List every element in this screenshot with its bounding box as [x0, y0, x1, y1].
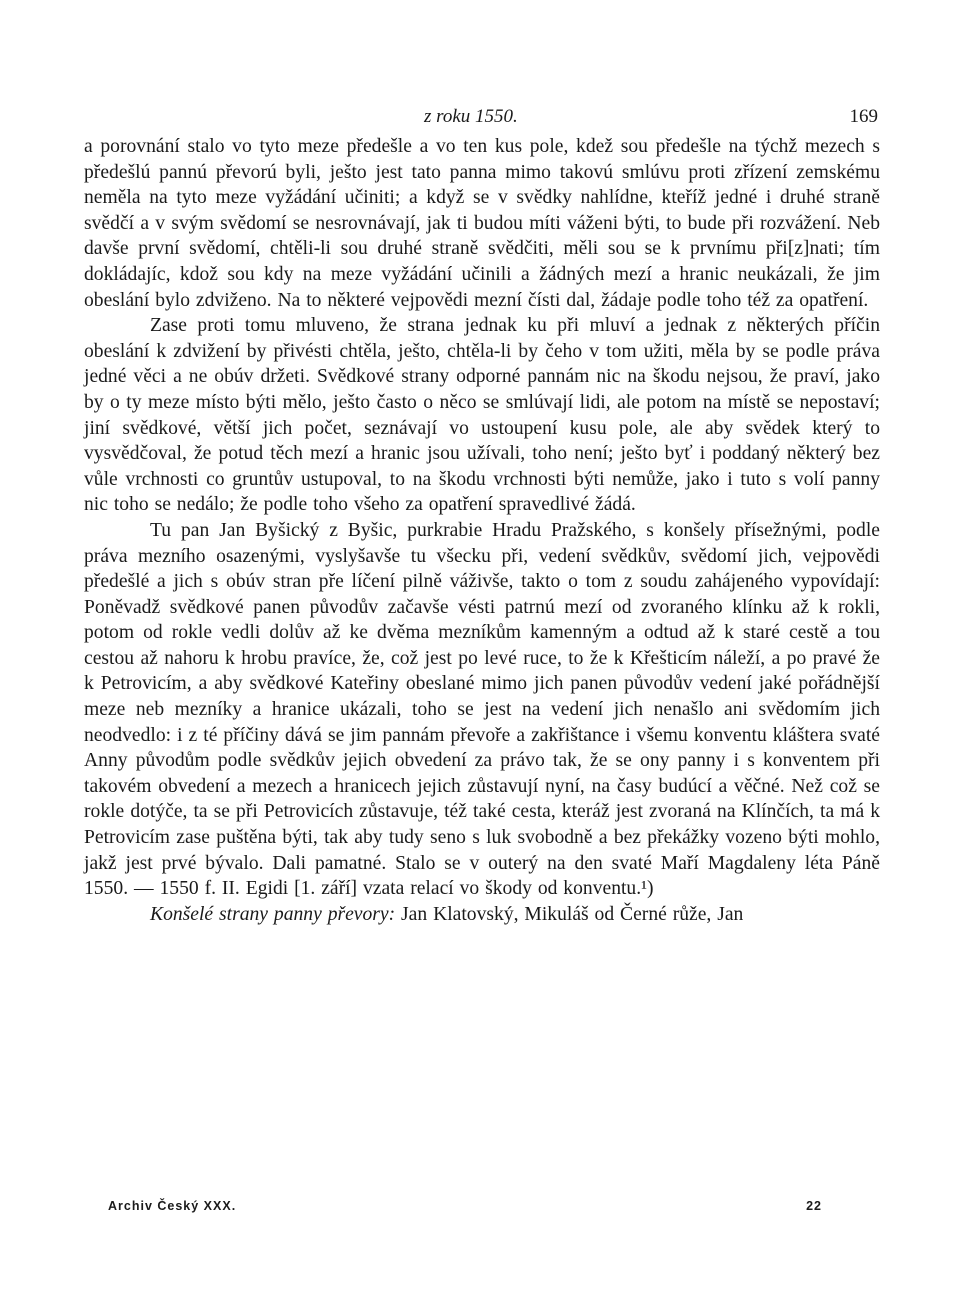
paragraph-councillors	[84, 902, 880, 928]
paragraph-lead-italic: Konšelé strany panny převory:	[150, 903, 396, 925]
paragraph-text: a porovnání stalo vo tyto meze předešle a vo ten kus pole, kdež sou předešle na týchž mezech s předešlú pannú převorú byli, ješto jest tato panna mimo takovú smlúvu proti zřízení zemskému neměla na tyto meze vyžádání učiniti; a když se v svědky nahlídne, kteříž jedné i druhé straně svědčí a v svým svědomí se nesrovnávají, jak ti budou míti váženi býti, to bude při rozvážení. Neb davše první svědomí, chtěli-li sou druhé straně svědčiti, měli sou se k prvnímu při[z]nati; tím dokládajíc, kdož sou kdy na meze vyžádání učinili a žádných mezí a hranic neukázali, že jim obeslání bylo zdviženo. Na to některé vejpovědi mezní čísti dal, žádaje podle toho též za opatření.	[84, 136, 880, 311]
paragraph-text: Zase proti tomu mluveno, že strana jednak ku při mluví a jednak z některých příčin obeslání k zdvižení by přivésti chtěla, ješto, chtěla-li by čeho v tom užiti, měla by se podle práva jedné věci a ne obúv držeti. Svědkové strany odporné pannám nic na škodu nejsou, že praví, jako by o ty meze místo býti mělo, ješto často o něco se smlúvají lidi, ale potom na místě se nepostaví; jiní svědkové, větší jich počet, seznávají vo ustoupení kusu pole, ale aby svědek který to vysvědčoval, že potud těch mezí a hranic jsou užívali, toho není; ješto byť i poddaný některý bez vůle vrchnosti co gruntův ustupoval, to na škodu vrchnosti býti nemůže, jako i tuto s volí panny nic toho se nedálo; že podle toho všeho za opatření spravedlivé žádá.	[84, 315, 880, 516]
paragraph-continued	[84, 134, 880, 313]
page-footer	[108, 1199, 840, 1213]
paragraph	[84, 313, 880, 518]
paragraph-text: Jan Klatovský, Mikuláš od Černé růže, Jan	[395, 903, 744, 925]
page-number: 169	[849, 106, 878, 127]
running-head	[84, 100, 880, 134]
document-page	[84, 100, 880, 927]
body-text	[84, 134, 880, 927]
running-title: z roku 1550.	[424, 106, 518, 127]
volume-label: Archiv Český XXX.	[108, 1199, 237, 1213]
signature-mark: 22	[806, 1199, 822, 1213]
paragraph-verdict	[84, 518, 880, 902]
paragraph-text: Tu pan Jan Byšický z Byšic, purkrabie Hradu Pražského, s konšely přísežnými, podle práva mezního osazenými, vyslyšavše tu všecku při, vedení svědkův, svědomí jich, vejpovědi předešlé a jich s obúv stran pře líčení pilně váživše, takto o tom z soudu zahájeného vypovídají: Poněvadž svědkové panen původův začavše vésti patrnú mezí od zvoraného klínku až k rokli, potom od rokle vedli dolův až ke dvěma mezníkům kamenným a odtud až k staré cestě a tou cestou až nahoru k hrobu pravíce, že, což jest po levé ruce, to že k Křešticím náleží, a po pravé že k Petrovicím, a aby svědkové Kateřiny obeslané mimo jich panen původův vedení jaké pořádnější meze neb mezníky a hranice ukázali, toho se jest na vedení jich nenašlo ani svědomím jich neodvedlo: i z té příčiny dává se jim pannám převoře a zakřištance i všemu konventu kláštera svaté Anny původům podle svědkův jejich obvedení za právo tak, že se ony panny i s konventem při takovém obvedení a mezech a hranicech jejich zůstavují nyní, na časy budúcí a věčné. Než což se rokle dotýče, ta se při Petrovicích zůstavuje, též také cesta, kteráž jest zvoraná na Klínčích, ta má k Petrovicím zase puštěna býti, tak aby tudy seno s luk svobodně a bez překážky vozeno býti mohlo, jakž jest prvé bývalo. Dali pamatné. Stalo se v outerý na den svaté Maří Magdaleny léta Páně 1550. — 1550 f. II. Egidi [1. září] vzata relací vo škody od konventu.¹)	[84, 519, 880, 900]
